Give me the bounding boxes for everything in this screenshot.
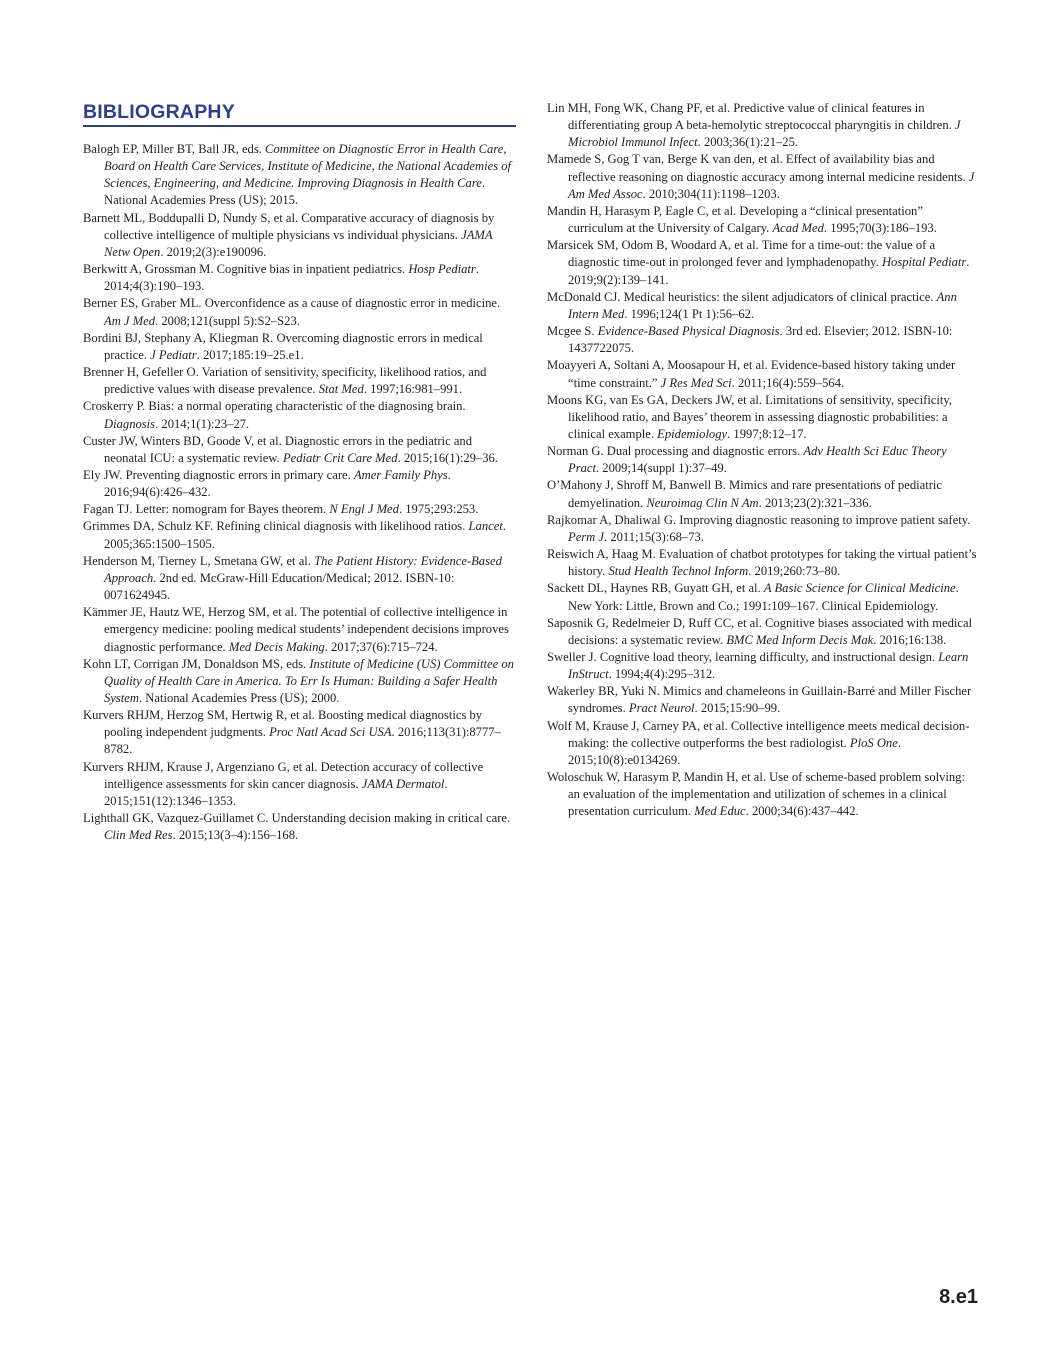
reference-entry	[83, 398, 515, 432]
reference-source-italic: Evidence-Based Physical Diagnosis	[597, 324, 780, 339]
reference-citation-detail: . 2015;16(1):29–36.	[397, 450, 498, 465]
reference-source-italic: PloS One	[849, 735, 898, 750]
reference-entry	[547, 546, 979, 580]
reference-entry	[547, 237, 979, 288]
reference-source-italic: J Microbiol Immunol Infect	[568, 118, 961, 150]
reference-citation-detail: . 2000;34(6):437–442.	[745, 804, 859, 819]
reference-text: Moons KG, van Es GA, Deckers JW, et al. Limitations of sensitivity, specificity, likelihood ratio, and Bayes’ theorem in assessing diagnostic probabilities: a clinical example.	[547, 392, 953, 441]
reference-citation-detail: . 2015;15:90–99.	[694, 701, 781, 716]
reference-source-italic: Pediatr Crit Care Med	[282, 450, 398, 465]
reference-text: Kohn LT, Corrigan JM, Donaldson MS, eds.	[83, 656, 310, 671]
bibliography-heading: BIBLIOGRAPHY	[83, 101, 235, 123]
reference-text: Lighthall GK, Vazquez-Guillamet C. Understanding decision making in critical care.	[83, 811, 511, 826]
reference-list-right	[547, 100, 979, 821]
reference-citation-detail: . National Academies Press (US); 2015.	[104, 176, 486, 208]
reference-entry	[83, 518, 515, 552]
reference-entry	[83, 501, 515, 518]
reference-entry	[547, 769, 979, 820]
reference-text: Grimmes DA, Schulz KF. Refining clinical diagnosis with likelihood ratios.	[83, 519, 469, 534]
reference-source-italic: Ann Intern Med	[568, 289, 957, 321]
reference-entry	[547, 151, 979, 202]
reference-text: Moayyeri A, Soltani A, Moosapour H, et al. Evidence-based history taking under “time constraint.”	[547, 358, 956, 390]
reference-citation-detail: . 3rd ed. Elsevier; 2012. ISBN-10: 1437722075.	[568, 324, 953, 356]
heading-rule	[83, 125, 516, 127]
reference-text: Woloschuk W, Harasym P, Mandin H, et al. Use of scheme-based problem solving: an evaluation of the implementation and utilization of schemes in a clinical presentation curriculum.	[547, 770, 966, 819]
reference-source-italic: JAMA Dermatol	[361, 776, 445, 791]
reference-citation-detail: . 2016;113(31):8777–8782.	[104, 725, 501, 757]
reference-entry	[547, 392, 979, 443]
right-column	[547, 100, 979, 821]
reference-text: Kurvers RHJM, Krause J, Argenziano G, et al. Detection accuracy of collective intelligence assessments for skin cancer diagnosis.	[83, 759, 484, 791]
reference-entry	[83, 467, 515, 501]
reference-text: Norman G. Dual processing and diagnostic errors.	[547, 444, 804, 459]
reference-source-italic: BMC Med Inform Decis Mak	[726, 632, 874, 647]
reference-source-italic: J Pediatr	[150, 347, 197, 362]
reference-text: McDonald CJ. Medical heuristics: the silent adjudicators of clinical practice.	[547, 289, 937, 304]
reference-citation-detail: . 2015;10(8):e0134269.	[568, 735, 901, 767]
reference-source-italic: N Engl J Med	[329, 502, 399, 517]
reference-entry	[547, 649, 979, 683]
reference-entry	[83, 759, 515, 810]
reference-text: Henderson M, Tierney L, Smetana GW, et al.	[83, 553, 315, 568]
reference-entry	[547, 289, 979, 323]
reference-source-italic: Clin Med Res	[104, 828, 173, 843]
reference-citation-detail: . 2017;185:19–25.e1.	[196, 347, 304, 362]
reference-citation-detail: . 2019;2(3):e190096.	[160, 244, 267, 259]
reference-citation-detail: . 1997;8:12–17.	[727, 426, 807, 441]
reference-citation-detail: . 1975;293:253.	[398, 502, 479, 517]
reference-list-left	[83, 141, 515, 844]
reference-citation-detail: . 2016;94(6):426–432.	[104, 467, 451, 500]
reference-text: O’Mahony J, Shroff M, Banwell B. Mimics and rare presentations of pediatric demyelination.	[547, 478, 942, 510]
reference-citation-detail: . 1997;16:981–991.	[363, 382, 463, 397]
reference-text: Balogh EP, Miller BT, Ball JR, eds.	[83, 142, 266, 156]
reference-text: Berkwitt A, Grossman M. Cognitive bias in inpatient pediatrics.	[83, 262, 409, 277]
reference-text: Fagan TJ. Letter: nomogram for Bayes theorem.	[83, 502, 330, 517]
reference-text: Ely JW. Preventing diagnostic errors in primary care.	[83, 467, 354, 482]
reference-text: Mamede S, Gog T van, Berge K van den, et al. Effect of availability bias and reflective reasoning on diagnostic accuracy among internal medicine residents.	[547, 152, 969, 184]
reference-citation-detail: . 2014;4(3):190–193.	[104, 262, 479, 294]
reference-entry	[83, 330, 515, 364]
reference-source-italic: JAMA Netw Open	[104, 227, 493, 259]
reference-text: Kurvers RHJM, Herzog SM, Hertwig R, et al. Boosting medical diagnostics by pooling independent judgments.	[83, 708, 483, 740]
reference-entry	[83, 604, 515, 655]
reference-text: Sackett DL, Haynes RB, Guyatt GH, et al.	[547, 581, 764, 596]
reference-citation-detail: . 2019;260:73–80.	[748, 564, 841, 579]
reference-citation-detail: . National Academies Press (US); 2000.	[138, 691, 340, 705]
reference-entry	[547, 203, 979, 237]
reference-source-italic: Acad Med	[772, 221, 824, 236]
reference-text: Wakerley BR, Yuki N. Mimics and chameleons in Guillain-Barré and Miller Fischer syndromes.	[547, 684, 972, 716]
reference-entry	[547, 512, 979, 546]
left-column	[83, 100, 515, 844]
reference-text: Marsicek SM, Odom B, Woodard A, et al. Time for a time-out: the value of a diagnostic time-out in prolonged fever and lymphadenopathy.	[547, 238, 936, 270]
reference-citation-detail: . 2014;1(1):23–27.	[155, 416, 250, 431]
reference-citation-detail: . 2016;16:138.	[873, 632, 947, 647]
reference-text: Bordini BJ, Stephany A, Kliegman R. Overcoming diagnostic errors in medical practice.	[83, 330, 483, 362]
reference-entry	[547, 580, 979, 614]
reference-text: Mcgee S.	[547, 324, 598, 339]
reference-source-italic: Neuroimag Clin N Am	[646, 495, 759, 510]
reference-source-italic: Committee on Diagnostic Error in Health Care, Board on Health Care Services, Institute of Medicine, the National Academies of Sciences, Engineering, and Medicine. Improving Diagnosis in Health Care	[104, 142, 512, 191]
reference-source-italic: Proc Natl Acad Sci USA	[269, 725, 392, 740]
reference-source-italic: Stat Med	[318, 382, 364, 397]
reference-citation-detail: . 2008;121(suppl 5):S2–S23.	[155, 313, 300, 328]
page-number: 8.e1	[939, 1286, 978, 1308]
reference-entry	[83, 261, 515, 295]
reference-source-italic: Adv Health Sci Educ Theory Pract	[568, 444, 947, 476]
reference-text: Kämmer JE, Hautz WE, Herzog SM, et al. The potential of collective intelligence in emergency medicine: pooling medical students’ independent decisions improves diagnostic performance.	[83, 605, 509, 654]
reference-citation-detail: . 2011;16(4):559–564.	[731, 375, 845, 390]
reference-entry	[83, 707, 515, 758]
reference-citation-detail: . 2019;9(2):139–141.	[568, 255, 970, 287]
reference-source-italic: J Am Med Assoc	[568, 169, 975, 201]
reference-citation-detail: . 1995;70(3):186–193.	[823, 221, 937, 236]
reference-source-italic: Pract Neurol	[628, 701, 695, 716]
reference-source-italic: The Patient History: Evidence-Based Approach	[104, 553, 502, 585]
reference-text: Sweller J. Cognitive load theory, learning difficulty, and instructional design.	[547, 650, 939, 664]
reference-source-italic: Hosp Pediatr	[408, 262, 476, 277]
reference-citation-detail: . 1996;124(1 Pt 1):56–62.	[624, 306, 755, 321]
reference-text: Mandin H, Harasym P, Eagle C, et al. Developing a “clinical presentation” curriculum at the University of Calgary.	[547, 203, 923, 236]
reference-citation-detail: . 2003;36(1):21–25.	[697, 135, 799, 150]
reference-entry	[83, 364, 515, 398]
reference-source-italic: Perm J	[568, 529, 605, 544]
reference-citation-detail: . 1994;4(4):295–312.	[608, 667, 716, 682]
reference-citation-detail: . 2013;23(2):321–336.	[758, 495, 872, 510]
reference-text: Brenner H, Gefeller O. Variation of sensitivity, specificity, likelihood ratios, and predictive values with disease prevalence.	[83, 365, 487, 397]
reference-citation-detail: . New York: Little, Brown and Co.; 1991:109–167. Clinical Epidemiology.	[568, 581, 959, 613]
reference-text: Wolf M, Krause J, Carney PA, et al. Collective intelligence meets medical decision-making: the collective outperforms the best radiologist.	[547, 718, 970, 750]
reference-text: Saposnik G, Redelmeier D, Ruff CC, et al. Cognitive biases associated with medical decisions: a systematic review.	[547, 615, 973, 647]
reference-entry	[83, 210, 515, 261]
reference-source-italic: Institute of Medicine (US) Committee on Quality of Health Care in America. To Err Is Human: Building a Safer Health System	[104, 656, 514, 705]
reference-text: Rajkomar A, Dhaliwal G. Improving diagnostic reasoning to improve patient safety.	[547, 512, 971, 527]
reference-text: Berner ES, Graber ML. Overconfidence as a cause of diagnostic error in medicine.	[83, 296, 501, 311]
reference-entry	[547, 477, 979, 511]
reference-source-italic: Learn InStruct	[568, 650, 969, 682]
reference-source-italic: Diagnosis	[104, 416, 156, 431]
reference-entry	[83, 141, 515, 210]
reference-source-italic: Lancet	[468, 519, 503, 534]
reference-entry	[547, 615, 979, 649]
reference-entry	[83, 553, 515, 604]
reference-source-italic: J Res Med Sci	[660, 375, 732, 390]
reference-entry	[547, 100, 979, 151]
reference-source-italic: Med Educ	[694, 804, 746, 819]
reference-entry	[83, 810, 515, 844]
reference-citation-detail: . 2017;37(6):715–724.	[324, 639, 438, 654]
reference-entry	[547, 357, 979, 391]
reference-citation-detail: . 2009;14(suppl 1):37–49.	[595, 461, 727, 476]
reference-citation-detail: . 2011;15(3):68–73.	[604, 529, 704, 544]
reference-entry	[83, 295, 515, 329]
reference-source-italic: Stud Health Technol Inform	[608, 564, 749, 579]
reference-citation-detail: . 2010;304(11):1198–1203.	[642, 186, 780, 201]
reference-source-italic: Amer Family Phys	[353, 467, 448, 482]
reference-entry	[83, 433, 515, 467]
reference-text: Barnett ML, Boddupalli D, Nundy S, et al. Comparative accuracy of diagnosis by collective intelligence of multiple physicians vs individual physicians.	[83, 210, 495, 242]
reference-entry	[83, 656, 515, 707]
reference-source-italic: Med Decis Making	[228, 639, 325, 654]
reference-citation-detail: . 2015;151(12):1346–1353.	[104, 776, 448, 808]
reference-entry	[547, 683, 979, 717]
reference-citation-detail: . 2015;13(3–4):156–168.	[172, 828, 299, 843]
reference-source-italic: Hospital Pediatr	[881, 255, 967, 270]
reference-citation-detail: . 2005;365:1500–1505.	[104, 519, 506, 551]
reference-entry	[547, 443, 979, 477]
reference-source-italic: Epidemiology	[657, 426, 728, 441]
reference-text: Reiswich A, Haag M. Evaluation of chatbot prototypes for taking the virtual patient’s history.	[547, 547, 977, 579]
reference-source-italic: A Basic Science for Clinical Medicine	[763, 581, 956, 596]
reference-entry	[547, 323, 979, 357]
reference-source-italic: Am J Med	[104, 313, 156, 328]
reference-citation-detail: . 2nd ed. McGraw-Hill Education/Medical; 2012. ISBN-10: 0071624945.	[104, 570, 455, 603]
reference-text: Custer JW, Winters BD, Goode V, et al. Diagnostic errors in the pediatric and neonatal ICU: a systematic review.	[83, 433, 473, 465]
reference-text: Croskerry P. Bias: a normal operating characteristic of the diagnosing brain.	[83, 399, 466, 414]
reference-text: Lin MH, Fong WK, Chang PF, et al. Predictive value of clinical features in differentiating group A beta-hemolytic streptococcal pharyngitis in children.	[547, 101, 955, 133]
reference-entry	[547, 718, 979, 769]
